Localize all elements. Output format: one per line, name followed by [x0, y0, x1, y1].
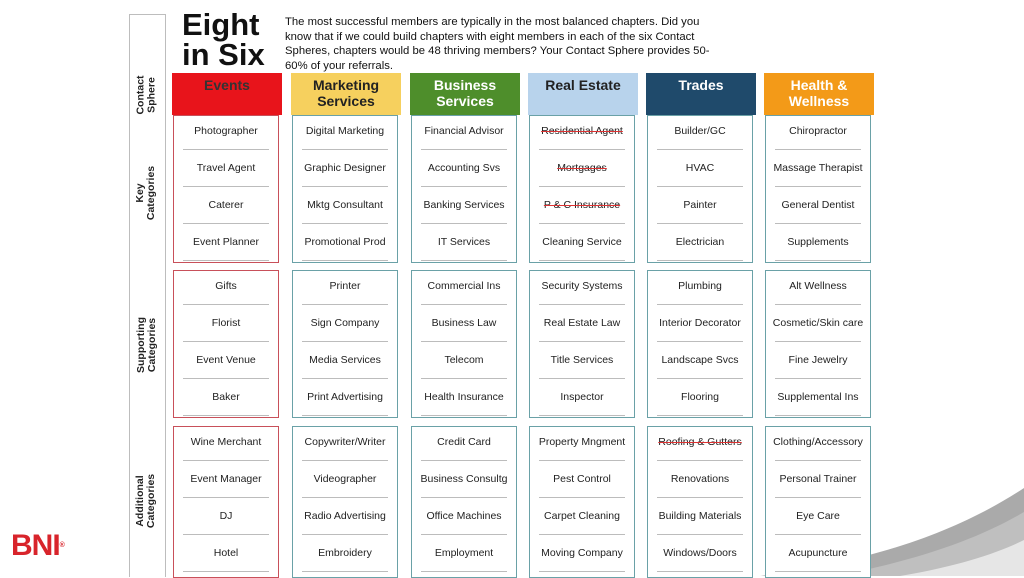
row-divider — [183, 304, 269, 305]
category-cell: Fine Jewelry — [788, 354, 848, 366]
category-cell: Radio Advertising — [304, 510, 386, 522]
supporting-categories-block — [529, 270, 635, 418]
key-categories-block — [173, 115, 279, 263]
row-divider — [657, 223, 743, 224]
row-divider — [539, 341, 625, 342]
row-divider — [302, 223, 388, 224]
category-cell: DJ — [219, 510, 233, 522]
category-cell: Baker — [212, 391, 240, 403]
row-divider — [775, 260, 861, 261]
row-divider — [302, 341, 388, 342]
row-divider — [539, 223, 625, 224]
row-divider — [775, 571, 861, 572]
category-cell: Printer — [329, 280, 361, 292]
row-divider — [657, 415, 743, 416]
category-cell: HVAC — [685, 162, 715, 174]
category-cell: Caterer — [208, 199, 244, 211]
key-categories-label: Key Categories — [134, 165, 158, 220]
category-cell: Personal Trainer — [779, 473, 857, 485]
category-cell: Business Consultg — [420, 473, 508, 485]
row-divider — [302, 415, 388, 416]
key-categories-block — [765, 115, 871, 263]
row-divider — [775, 186, 861, 187]
row-divider — [421, 186, 507, 187]
row-divider — [657, 571, 743, 572]
category-cell: Hotel — [213, 547, 239, 559]
category-cell: Videographer — [313, 473, 377, 485]
intro-paragraph: The most successful members are typically in the most balanced chapters. Did you know that if we could build chapters with eight members in each of the six Contact Spheres, chapters would be 48 thriving members? Your Contact Sphere provides 50-60% of your referrals. — [285, 16, 710, 72]
supporting-categories-block — [647, 270, 753, 418]
row-divider — [657, 304, 743, 305]
row-divider — [775, 497, 861, 498]
category-cell: Massage Therapist — [773, 162, 863, 174]
column-header: Trades — [646, 73, 756, 115]
row-divider — [775, 304, 861, 305]
row-divider — [775, 378, 861, 379]
row-divider — [421, 534, 507, 535]
bni-logo — [11, 531, 65, 561]
category-cell: General Dentist — [781, 199, 855, 211]
category-cell: Embroidery — [318, 547, 372, 559]
category-cell: Telecom — [444, 354, 484, 366]
category-cell: Interior Decorator — [659, 317, 741, 329]
category-cell: Digital Marketing — [305, 125, 385, 137]
row-divider — [657, 186, 743, 187]
category-cell: Print Advertising — [307, 391, 383, 403]
row-divider — [183, 223, 269, 224]
row-divider — [775, 341, 861, 342]
category-cell: Windows/Doors — [663, 547, 737, 559]
category-cell: Cosmetic/Skin care — [772, 317, 864, 329]
row-divider — [183, 378, 269, 379]
category-cell: Supplements — [787, 236, 849, 248]
supporting-categories-label: Supporting Categories — [134, 317, 158, 373]
category-cell: Photographer — [194, 125, 258, 137]
row-divider — [302, 304, 388, 305]
row-divider — [183, 186, 269, 187]
supporting-categories-block — [173, 270, 279, 418]
column-header: Real Estate — [528, 73, 638, 115]
category-cell: Banking Services — [423, 199, 505, 211]
logo-registered-mark: ® — [59, 542, 65, 549]
supporting-categories-block — [292, 270, 398, 418]
category-cell: Event Planner — [193, 236, 259, 248]
category-cell: Mktg Consultant — [307, 199, 383, 211]
column-header: Business Services — [410, 73, 520, 115]
category-cell: Mortgages — [557, 162, 607, 174]
category-cell: Promotional Prod — [304, 236, 386, 248]
row-divider — [539, 149, 625, 150]
row-divider — [539, 497, 625, 498]
row-divider — [302, 260, 388, 261]
row-divider — [657, 341, 743, 342]
additional-categories-label: Additional Categories — [134, 473, 158, 528]
category-cell: Travel Agent — [196, 162, 256, 174]
category-cell: Roofing & Gutters — [658, 436, 742, 448]
category-cell: Media Services — [309, 354, 381, 366]
category-cell: Event Venue — [196, 354, 256, 366]
row-divider — [421, 571, 507, 572]
row-divider — [183, 415, 269, 416]
row-divider — [775, 460, 861, 461]
row-divider — [775, 223, 861, 224]
category-cell: Moving Company — [541, 547, 623, 559]
category-cell: Accounting Svs — [427, 162, 501, 174]
category-cell: Supplemental Ins — [777, 391, 859, 403]
category-cell: IT Services — [437, 236, 491, 248]
page-title: Eight in Six — [182, 7, 265, 72]
contact-sphere-label: Contact Sphere — [134, 75, 158, 115]
row-divider — [421, 497, 507, 498]
row-divider — [183, 497, 269, 498]
category-cell: Building Materials — [658, 510, 742, 522]
additional-categories-block — [529, 426, 635, 578]
column-header: Health & Wellness — [764, 73, 874, 115]
row-divider — [302, 149, 388, 150]
category-cell: P & C Insurance — [543, 199, 621, 211]
row-divider — [302, 571, 388, 572]
additional-categories-block — [173, 426, 279, 578]
category-cell: Copywriter/Writer — [304, 436, 386, 448]
row-divider — [657, 534, 743, 535]
supporting-categories-block — [765, 270, 871, 418]
additional-categories-block — [765, 426, 871, 578]
row-divider — [421, 460, 507, 461]
category-cell: Plumbing — [678, 280, 722, 292]
category-cell: Painter — [683, 199, 717, 211]
key-categories-block — [411, 115, 517, 263]
additional-categories-block — [292, 426, 398, 578]
row-divider — [421, 260, 507, 261]
row-divider — [421, 149, 507, 150]
row-divider — [421, 341, 507, 342]
row-divider — [421, 223, 507, 224]
category-cell: Eye Care — [796, 510, 840, 522]
row-divider — [775, 534, 861, 535]
row-divider — [302, 497, 388, 498]
row-divider — [539, 571, 625, 572]
row-divider — [302, 378, 388, 379]
row-divider — [539, 304, 625, 305]
category-cell: Carpet Cleaning — [544, 510, 620, 522]
category-cell: Credit Card — [437, 436, 491, 448]
row-divider — [657, 497, 743, 498]
key-categories-block — [292, 115, 398, 263]
row-divider — [183, 460, 269, 461]
bni-logo-text: BNI — [11, 529, 60, 562]
row-divider — [183, 260, 269, 261]
row-divider — [183, 341, 269, 342]
category-cell: Clothing/Accessory — [773, 436, 863, 448]
category-cell: Builder/GC — [674, 125, 726, 137]
row-divider — [183, 149, 269, 150]
category-cell: Sign Company — [310, 317, 380, 329]
row-divider — [657, 460, 743, 461]
category-cell: Renovations — [670, 473, 730, 485]
category-cell: Acupuncture — [788, 547, 848, 559]
key-categories-block — [529, 115, 635, 263]
row-divider — [421, 304, 507, 305]
category-cell: Graphic Designer — [304, 162, 386, 174]
category-cell: Flooring — [681, 391, 719, 403]
category-cell: Pest Control — [553, 473, 611, 485]
additional-categories-block — [647, 426, 753, 578]
row-divider — [775, 415, 861, 416]
key-categories-block — [647, 115, 753, 263]
row-divider — [539, 378, 625, 379]
category-cell: Residential Agent — [541, 125, 623, 137]
category-cell: Security Systems — [541, 280, 623, 292]
category-cell: Title Services — [550, 354, 614, 366]
column-header: Events — [172, 73, 282, 115]
row-divider — [302, 186, 388, 187]
row-divider — [421, 378, 507, 379]
category-cell: Business Law — [431, 317, 497, 329]
row-divider — [657, 149, 743, 150]
category-cell: Electrician — [675, 236, 725, 248]
row-divider — [302, 534, 388, 535]
category-cell: Gifts — [215, 280, 237, 292]
category-cell: Health Insurance — [424, 391, 504, 403]
category-cell: Office Machines — [426, 510, 502, 522]
category-cell: Property Mngment — [538, 436, 626, 448]
category-cell: Event Manager — [190, 473, 262, 485]
row-divider — [539, 534, 625, 535]
row-divider — [657, 260, 743, 261]
category-cell: Wine Merchant — [190, 436, 262, 448]
category-cell: Cleaning Service — [542, 236, 622, 248]
row-divider — [775, 149, 861, 150]
additional-categories-block — [411, 426, 517, 578]
row-divider — [183, 534, 269, 535]
row-divider — [539, 460, 625, 461]
category-cell: Inspector — [560, 391, 604, 403]
category-cell: Employment — [434, 547, 494, 559]
category-cell: Landscape Svcs — [661, 354, 739, 366]
category-cell: Alt Wellness — [789, 280, 847, 292]
row-divider — [183, 571, 269, 572]
supporting-categories-block — [411, 270, 517, 418]
row-divider — [302, 460, 388, 461]
category-cell: Chiropractor — [789, 125, 847, 137]
category-cell: Florist — [211, 317, 241, 329]
column-header: Marketing Services — [291, 73, 401, 115]
category-cell: Real Estate Law — [543, 317, 621, 329]
row-divider — [421, 415, 507, 416]
category-cell: Financial Advisor — [424, 125, 504, 137]
row-divider — [657, 378, 743, 379]
row-divider — [539, 186, 625, 187]
category-cell: Commercial Ins — [427, 280, 501, 292]
row-divider — [539, 415, 625, 416]
row-divider — [539, 260, 625, 261]
